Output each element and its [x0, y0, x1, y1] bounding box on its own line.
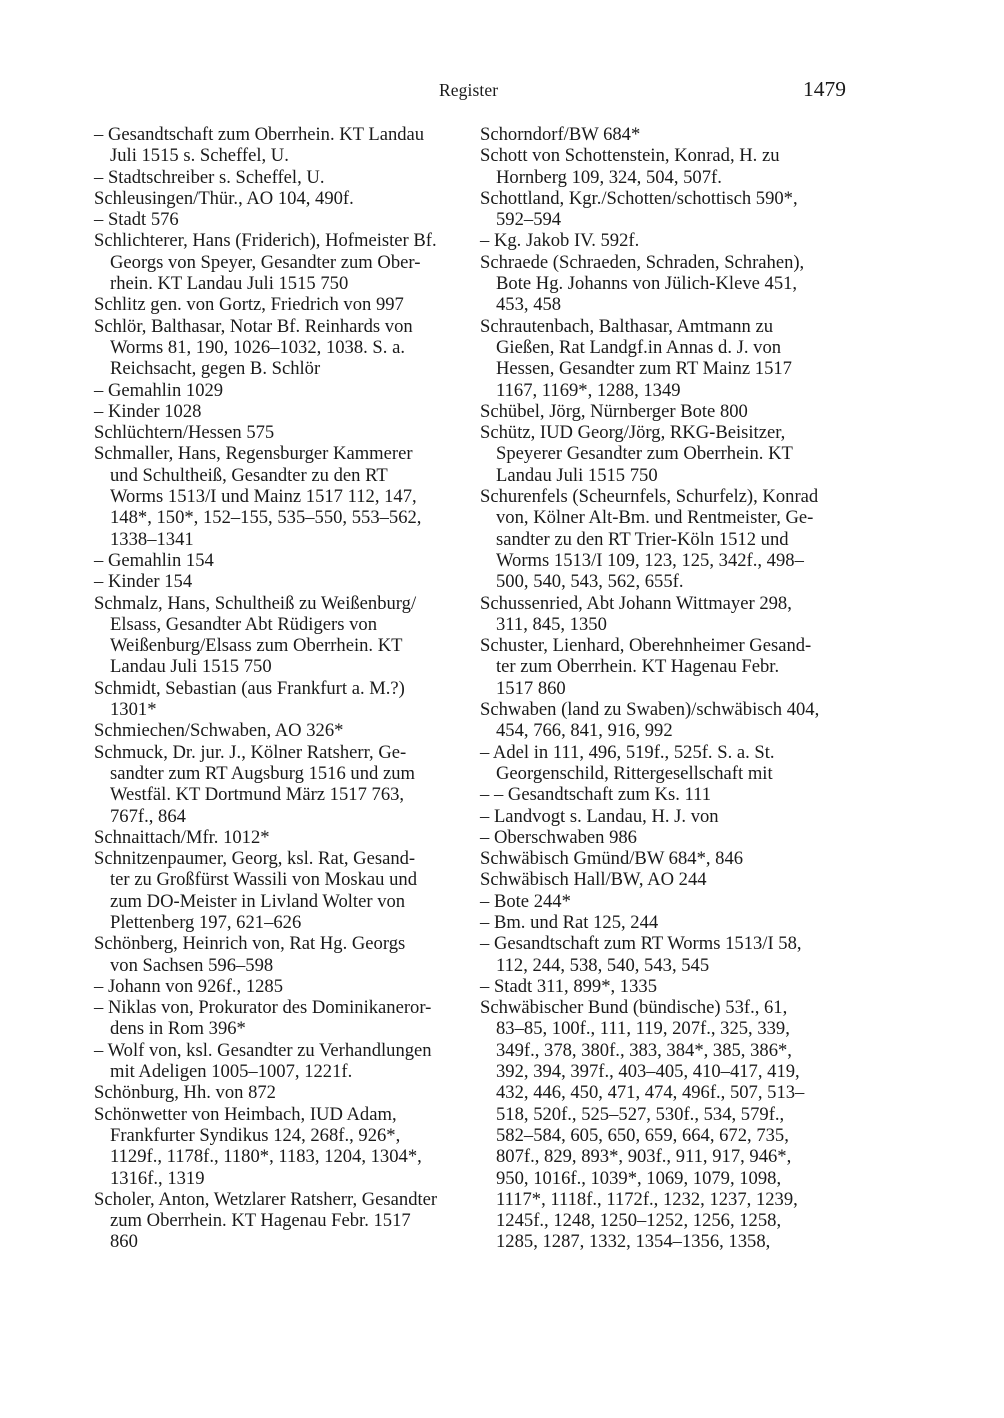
running-head: Register: [439, 80, 499, 100]
index-line: 1338–1341: [110, 528, 194, 550]
index-line: 592–594: [496, 209, 562, 231]
index-line: Schmidt, Sebastian (aus Frankfurt a. M.?): [94, 677, 405, 699]
index-line: sandter zum RT Augsburg 1516 und zum: [110, 762, 415, 784]
index-line: Juli 1515 s. Scheffel, U.: [110, 145, 289, 167]
index-line: – Wolf von, ksl. Gesandter zu Verhandlungen: [94, 1039, 432, 1061]
index-line: 432, 446, 450, 471, 474, 496f., 507, 513–: [496, 1082, 805, 1104]
index-line: Schott von Schottenstein, Konrad, H. zu: [480, 145, 780, 167]
index-line: 860: [110, 1231, 138, 1253]
index-line: Schwäbisch Hall/BW, AO 244: [480, 869, 707, 891]
index-line: – Kinder 154: [94, 571, 193, 593]
index-line: 518, 520f., 525–527, 530f., 534, 579f.,: [496, 1103, 785, 1125]
index-column-right: [480, 124, 860, 1253]
index-line: Schraede (Schraeden, Schraden, Schrahen),: [480, 251, 805, 273]
index-line: von, Kölner Alt-Bm. und Rentmeister, Ge-: [496, 507, 814, 529]
index-line: Reichsacht, gegen B. Schlör: [110, 358, 321, 380]
index-line: Schurenfels (Scheurnfels, Schurfelz), Konrad: [480, 486, 819, 508]
index-line: – – Gesandtschaft zum Ks. 111: [480, 784, 711, 806]
index-line: Schwäbisch Gmünd/BW 684*, 846: [480, 848, 744, 870]
index-line: und Schultheiß, Gesandter zu den RT: [110, 464, 388, 486]
index-line: Schönwetter von Heimbach, IUD Adam,: [94, 1103, 397, 1125]
index-line: Elsass, Gesandter Abt Rüdigers von: [110, 613, 377, 635]
index-line: Schlüchtern/Hessen 575: [94, 422, 275, 444]
index-line: Georgs von Speyer, Gesandter zum Ober-: [110, 251, 421, 273]
index-line: Schmalz, Hans, Schultheiß zu Weißenburg/: [94, 592, 417, 614]
index-line: 950, 1016f., 1039*, 1069, 1079, 1098,: [496, 1167, 782, 1189]
index-line: – Gemahlin 1029: [94, 379, 224, 401]
index-line: 1129f., 1178f., 1180*, 1183, 1204, 1304*,: [110, 1146, 422, 1168]
index-line: Weißenburg/Elsass zum Oberrhein. KT: [110, 635, 403, 657]
index-line: Landau Juli 1515 750: [110, 656, 272, 678]
index-line: zum Oberrhein. KT Hagenau Febr. 1517: [110, 1210, 411, 1232]
index-line: 500, 540, 543, 562, 655f.: [496, 571, 684, 593]
index-line: – Stadtschreiber s. Scheffel, U.: [94, 166, 325, 188]
index-line: 392, 394, 397f., 403–405, 410–417, 419,: [496, 1061, 800, 1083]
index-line: Westfäl. KT Dortmund März 1517 763,: [110, 784, 405, 806]
index-line: mit Adeligen 1005–1007, 1221f.: [110, 1061, 353, 1083]
index-line: Schübel, Jörg, Nürnberger Bote 800: [480, 400, 748, 422]
index-line: Schrautenbach, Balthasar, Amtmann zu: [480, 315, 774, 337]
index-line: 767f., 864: [110, 805, 186, 827]
index-line: 148*, 150*, 152–155, 535–550, 553–562,: [110, 507, 422, 529]
index-line: – Gesandtschaft zum RT Worms 1513/I 58,: [480, 933, 802, 955]
index-line: 1517 860: [496, 677, 566, 699]
index-line: Schnaittach/Mfr. 1012*: [94, 826, 270, 848]
index-line: Gießen, Rat Landgf.in Annas d. J. von: [496, 336, 782, 358]
index-line: Schwaben (land zu Swaben)/schwäbisch 404,: [480, 699, 820, 721]
index-line: 112, 244, 538, 540, 543, 545: [496, 954, 710, 976]
index-line: – Kg. Jakob IV. 592f.: [480, 230, 640, 252]
index-line: Schnitzenpaumer, Georg, ksl. Rat, Gesand-: [94, 848, 416, 870]
index-line: Schönberg, Heinrich von, Rat Hg. Georgs: [94, 933, 406, 955]
index-line: Schlör, Balthasar, Notar Bf. Reinhards von: [94, 315, 413, 337]
index-line: Schottland, Kgr./Schotten/schottisch 590*,: [480, 187, 798, 209]
index-line: Schmiechen/Schwaben, AO 326*: [94, 720, 344, 742]
index-line: Schmaller, Hans, Regensburger Kammerer: [94, 443, 413, 465]
index-line: rhein. KT Landau Juli 1515 750: [110, 273, 349, 295]
index-line: Worms 1513/I 109, 123, 125, 342f., 498–: [496, 549, 804, 571]
index-line: dens in Rom 396*: [110, 1018, 246, 1040]
index-line: Georgenschild, Rittergesellschaft mit: [496, 762, 773, 784]
index-line: – Adel in 111, 496, 519f., 525f. S. a. St.: [480, 741, 775, 763]
index-line: 807f., 829, 893*, 903f., 911, 917, 946*,: [496, 1146, 792, 1168]
index-line: 1167, 1169*, 1288, 1349: [496, 379, 681, 401]
index-line: Schlitz gen. von Gortz, Friedrich von 997: [94, 294, 404, 316]
index-line: – Gesandtschaft zum Oberrhein. KT Landau: [94, 124, 425, 145]
index-line: Schlichterer, Hans (Friderich), Hofmeister Bf.: [94, 230, 437, 252]
index-column-left: [94, 124, 470, 1253]
index-line: Schönburg, Hh. von 872: [94, 1082, 276, 1104]
index-line: 1316f., 1319: [110, 1167, 205, 1189]
index-line: – Bote 244*: [480, 890, 571, 912]
index-line: 582–584, 605, 650, 659, 664, 672, 735,: [496, 1124, 789, 1146]
index-line: Worms 81, 190, 1026–1032, 1038. S. a.: [110, 336, 405, 358]
index-line: 349f., 378, 380f., 383, 384*, 385, 386*,: [496, 1039, 792, 1061]
index-line: Frankfurter Syndikus 124, 268f., 926*,: [110, 1124, 401, 1146]
index-line: Schwäbischer Bund (bündische) 53f., 61,: [480, 997, 788, 1019]
index-line: Speyerer Gesandter zum Oberrhein. KT: [496, 443, 793, 465]
index-line: – Stadt 311, 899*, 1335: [480, 975, 657, 997]
index-line: ter zu Großfürst Wassili von Moskau und: [110, 869, 417, 891]
index-line: 453, 458: [496, 294, 562, 316]
index-line: – Landvogt s. Landau, H. J. von: [480, 805, 719, 827]
index-line: Schmuck, Dr. jur. J., Kölner Ratsherr, Ge-: [94, 741, 407, 763]
index-line: Schussenried, Abt Johann Wittmayer 298,: [480, 592, 792, 614]
index-line: Schütz, IUD Georg/Jörg, RKG-Beisitzer,: [480, 422, 786, 444]
index-line: – Johann von 926f., 1285: [94, 975, 284, 997]
index-line: 1285, 1287, 1332, 1354–1356, 1358,: [496, 1231, 771, 1253]
index-line: Scholer, Anton, Wetzlarer Ratsherr, Gesandter: [94, 1188, 438, 1210]
index-line: von Sachsen 596–598: [110, 954, 274, 976]
index-line: Schorndorf/BW 684*: [480, 124, 641, 145]
index-line: – Oberschwaben 986: [480, 826, 637, 848]
index-line: 83–85, 100f., 111, 119, 207f., 325, 339,: [496, 1018, 790, 1040]
index-line: Schleusingen/Thür., AO 104, 490f.: [94, 187, 354, 209]
index-line: Plettenberg 197, 621–626: [110, 911, 302, 933]
index-line: – Gemahlin 154: [94, 549, 214, 571]
index-line: – Kinder 1028: [94, 400, 202, 422]
index-line: Bote Hg. Johanns von Jülich-Kleve 451,: [496, 273, 798, 295]
index-line: Worms 1513/I und Mainz 1517 112, 147,: [110, 486, 417, 508]
index-line: Hornberg 109, 324, 504, 507f.: [496, 166, 722, 188]
page-number: 1479: [803, 77, 846, 101]
index-line: 1301*: [110, 699, 157, 721]
index-line: – Stadt 576: [94, 209, 179, 231]
index-line: sandter zu den RT Trier-Köln 1512 und: [496, 528, 789, 550]
index-line: – Niklas von, Prokurator des Dominikaneror-: [94, 997, 432, 1019]
index-line: 311, 845, 1350: [496, 613, 607, 635]
index-line: 454, 766, 841, 916, 992: [496, 720, 673, 742]
index-line: – Bm. und Rat 125, 244: [480, 911, 659, 933]
index-line: zum DO-Meister in Livland Wolter von: [110, 890, 406, 912]
index-line: 1117*, 1118f., 1172f., 1232, 1237, 1239,: [496, 1188, 798, 1210]
index-line: 1245f., 1248, 1250–1252, 1256, 1258,: [496, 1210, 782, 1232]
index-line: ter zum Oberrhein. KT Hagenau Febr.: [496, 656, 780, 678]
index-line: Hessen, Gesandter zum RT Mainz 1517: [496, 358, 792, 380]
index-line: Schuster, Lienhard, Oberehnheimer Gesand-: [480, 635, 812, 657]
index-line: Landau Juli 1515 750: [496, 464, 658, 486]
